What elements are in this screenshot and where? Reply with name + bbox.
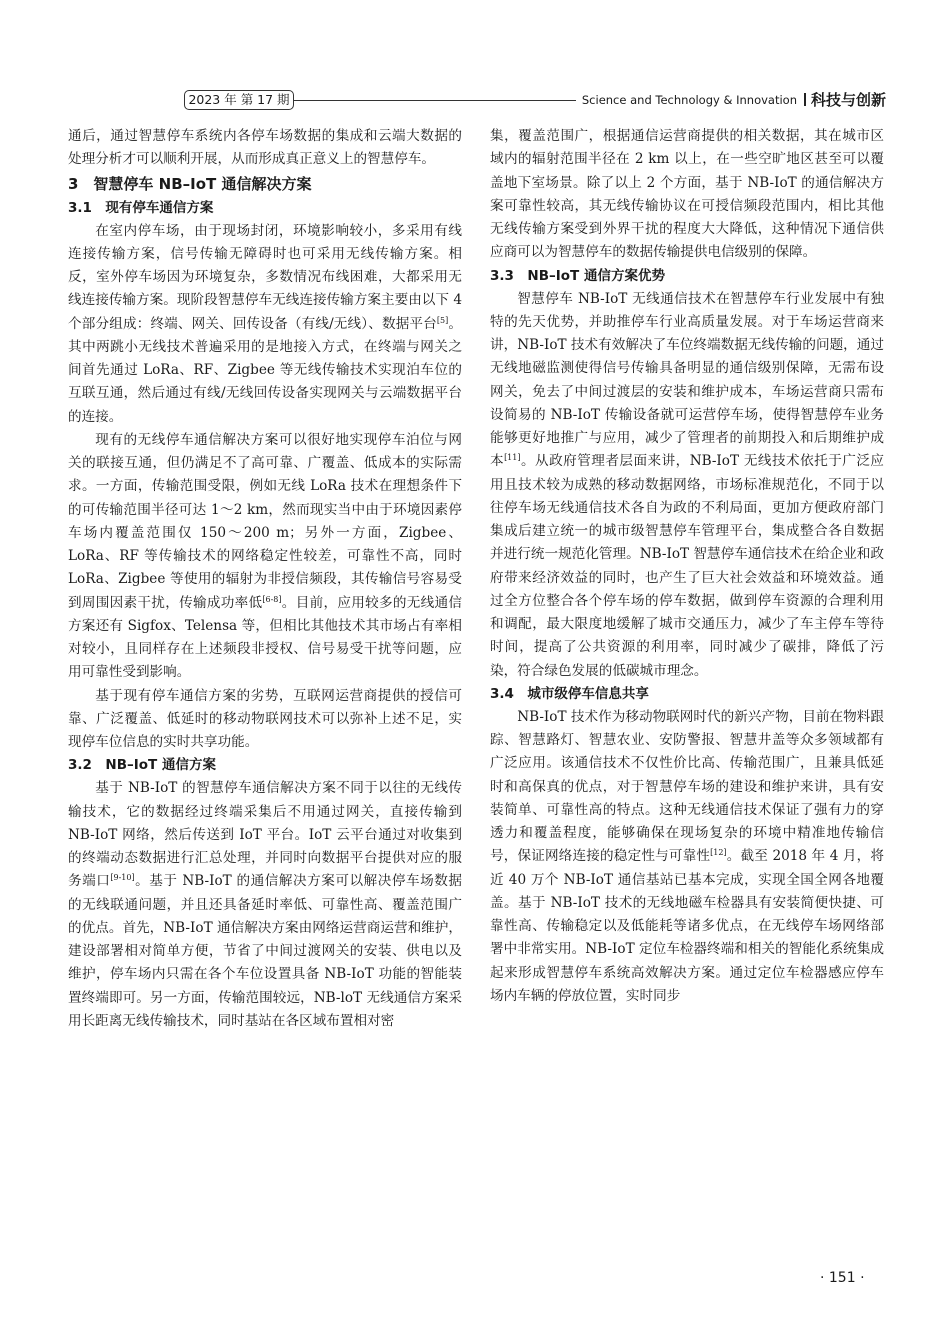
header-separator <box>804 93 806 106</box>
citation-ref: [5] <box>436 315 449 325</box>
journal-title-en: Science and Technology & Innovation <box>581 93 797 107</box>
citation-ref: [6-8] <box>262 594 282 604</box>
journal-title-cn: 科技与创新 <box>810 91 886 109</box>
journal-title <box>582 90 886 110</box>
subsection-heading: 3.2 NB–IoT 通信方案 <box>68 757 216 774</box>
left-column <box>68 125 462 1033</box>
subsection-heading: 3.3 NB–IoT 通信方案优势 <box>490 267 665 284</box>
page-number: · 151 · <box>820 1270 865 1286</box>
header-rule <box>294 100 576 101</box>
paragraph: 现有的无线停车通信解决方案可以很好地实现停车泊位与网关的联接互通，但仍满足不了高可靠、广覆盖、低成本的实际需求。一方面，传输范围受限，例如无线 LoRa 技术在理想条件下的可传输范围半径可达 1～2 km，然而现实当中由于环境因素停车场内覆盖范围仅 150～200 m；另外一方面，Zigbee、LoRa、RF 等传输技术的网络稳定性较差，可靠性不高，同时 LoRa、Zigbee 等使用的辐射为非授信频段，其传输信号容易受到周围因素干扰，传输成功率低[6-8]。目前，应用较多的无线通信方案还有 Sigfox、Telensa 等，但相比其他技术其市场占有率相对较小，且同样存在上述频段非授权、信号易受干扰等问题，应用可靠性受到影响。 <box>68 431 463 681</box>
citation-ref: [12] <box>710 848 727 858</box>
section-heading: 3 智慧停车 NB–IoT 通信解决方案 <box>68 174 312 193</box>
citation-ref: [11] <box>504 453 521 463</box>
right-column <box>490 125 884 1008</box>
paragraph: 智慧停车 NB-IoT 无线通信技术在智慧停车行业发展中有独特的先天优势，并助推停车行业高质量发展。对于车场运营商来讲，NB-IoT 技术有效解决了车位终端数据无线传输的问题，通过无线地磁监测使得信号传输具备明显的通信级别保障，无需布设网关，免去了中间过渡层的安装和维护成本，车场运营商只需布设简易的 NB-IoT 传输设备就可运营停车场，使得智慧停车业务能够更好地推广与应用，减少了管理者的前期投入和后期维护成本[11]。从政府管理者层面来讲，NB-IoT 无线技术依托于广泛应用且技术较为成熟的移动数据网络，市场标准规范化，不同于以往停车场无线通信技术各自为政的不利局面，更加方便政府部门集成后建立统一的城市级智慧停车管理平台，集成整合各自数据并进行统一规范化管理。NB-IoT 智慧停车通信技术在给企业和政府带来经济效益的同时，也产生了巨大社会效益和环境效益。通过全方位整合各个停车场的停车数据，做到停车资源的合理利用和调配，最大限度地缓解了城市交通压力，减少了车主停车等待时间，提高了公共资源的利用率，同时减少了碳排，降低了污染，符合绿色发展的低碳城市理念。 <box>490 290 884 679</box>
paragraph: 集，覆盖范围广，根据通信运营商提供的相关数据，其在城市区域内的辐射范围半径在 2 km 以上，在一些空旷地区甚至可以覆盖地下室场景。除了以上 2 个方面，基于 NB-IoT 的通信解决方案可靠性较高，其无线传输协议在可授信频段范围内，相比其他无线传输方案受到外界干扰的程度大大降低，这种情况下通信供应商可以为智慧停车的数据传输提供电信级别的保障。 <box>490 128 884 261</box>
citation-ref: [9-10] <box>110 873 135 883</box>
subsection-heading: 3.4 城市级停车信息共享 <box>490 685 649 702</box>
subsection-heading: 3.1 现有停车通信方案 <box>68 199 214 216</box>
paragraph: 基于 NB-IoT 的智慧停车通信解决方案不同于以往的无线传输技术，它的数据经过终端采集后不用通过网关，直接传输到 NB-IoT 网络，然后传送到 IoT 平台。IoT 云平台通过对收集到的终端动态数据进行汇总处理，并同时向数据平台提供对应的服务端口[9-10]。基于 NB-IoT 的通信解决方案可以解决停车场数据的无线联通问题，并且还具备延时率低、可靠性高、覆盖范围广的优点。首先，NB-IoT 通信解决方案由网络运营商运营和维护，建设部署相对简单方便，节省了中间过渡网关的安装、供电以及维护，停车场内只需在各个车位设置具备 NB-IoT 功能的智能装置终端即可。另一方面，传输范围较远，NB-loT 无线通信方案采用长距离无线传输技术，同时基站在各区域布置相对密 <box>68 780 462 1029</box>
paragraph: NB-IoT 技术作为移动物联网时代的新兴产物，目前在物料跟踪、智慧路灯、智慧农业、安防警报、智慧井盖等众多领域都有广泛应用。该通信技术不仅性价比高、传输范围广，且兼具低延时和高保真的优点，对于智慧停车场的建设和维护来讲，具有安装简单、可靠性高的特点。这种无线通信技术保证了强有力的穿透力和覆盖程度，能够确保在现场复杂的环境中精准地传输信号，保证网络连接的稳定性与可靠性[12]。截至 2018 年 4 月，将近 40 万个 NB-IoT 通信基站已基本完成，实现全国全网各地覆盖。基于 NB-IoT 技术的无线地磁车检器具有安装简便快捷、可靠性高、传输稳定以及低能耗等诸多优点，在无线停车场网络部署中非常实用。NB-IoT 定位车检器终端和相关的智能化系统集成起来形成智慧停车系统高效解决方案。通过定位车检器感应停车场内车辆的停放位置，实时同步 <box>490 708 885 1004</box>
paragraph: 基于现有停车通信方案的劣势，互联网运营商提供的授信可靠、广泛覆盖、低延时的移动物联网技术可以弥补上述不足，实现停车位信息的实时共享功能。 <box>68 687 462 750</box>
paragraph: 通后，通过智慧停车系统内各停车场数据的集成和云端大数据的处理分析才可以顺利开展，从而形成真正意义上的智慧停车。 <box>68 128 462 168</box>
paragraph: 在室内停车场，由于现场封闭，环境影响较小，多采用有线连接传输方案，信号传输无障碍时也可采用无线传输方案。相反，室外停车场因为环境复杂，多数情况布线困难，大都采用无线连接传输方案。现阶段智慧停车无线连接传输方案主要由以下 4 个部分组成：终端、网关、回传设备（有线/无线）、数据平台[5]。其中两跳小无线技术普遍采用的是地接入方式，在终端与网关之间首先通过 LoRa、RF、Zigbee 等无线传输技术实现泊车位的互联互通，然后通过有线/无线回传设备实现网关与云端数据平台的连接。 <box>68 222 463 425</box>
issue-label: 2023 年 第 17 期 <box>184 90 294 110</box>
